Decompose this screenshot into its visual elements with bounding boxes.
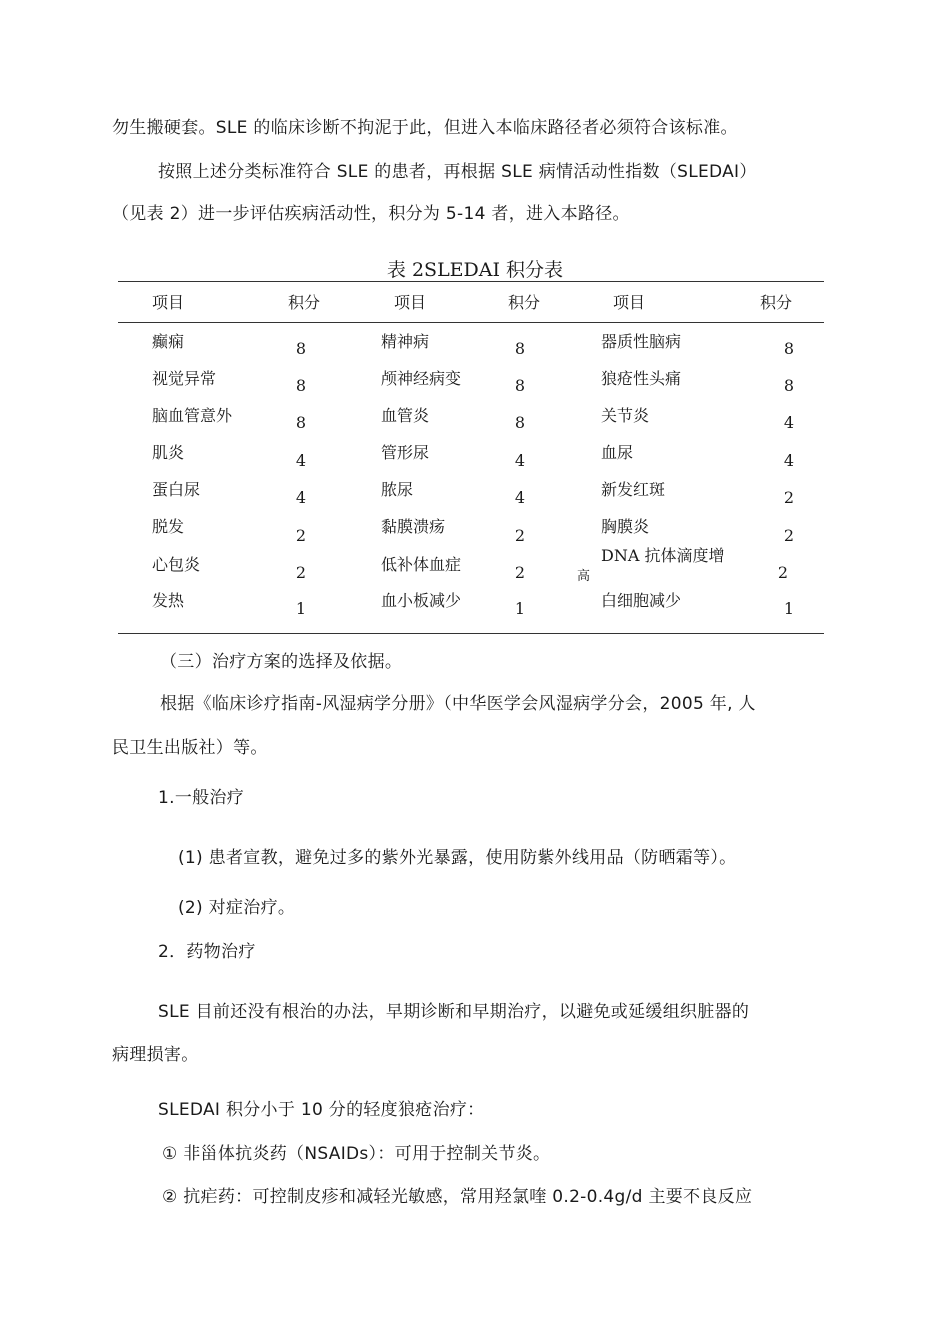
paragraph-line: SLEDAI 积分小于 10 分的轻度狼疮治疗：: [158, 1100, 485, 1120]
paragraph-line: （见表 2）进一步评估疾病活动性，积分为 5-14 者，进入本路径。: [112, 204, 630, 224]
table-cell: 低补体血症: [381, 555, 462, 574]
table-cell: 脱发: [152, 517, 185, 536]
table-cell: 肌炎: [152, 443, 185, 462]
table-cell: 2: [783, 488, 795, 507]
table-cell: 8: [514, 339, 526, 358]
paragraph-line: 民卫生出版社）等。: [112, 738, 268, 758]
paragraph-line: SLE 目前还没有根治的办法，早期诊断和早期治疗，以避免或延缓组织脏器的: [158, 1002, 750, 1022]
paragraph-line: 根据《临床诊疗指南-风湿病学分册》（中华医学会风湿病学分会，2005 年, 人: [160, 694, 756, 714]
table-cell: 脓尿: [381, 480, 414, 499]
list-item: ① 非甾体抗炎药（NSAIDs）：可用于控制关节炎。: [162, 1144, 551, 1164]
table-cell: 8: [514, 376, 526, 395]
table-cell: 8: [783, 376, 795, 395]
table-cell: 4: [783, 413, 795, 432]
table-cell: 血尿: [601, 443, 634, 462]
list-item: (1) 患者宣教，避免过多的紫外光暴露，使用防紫外线用品（防晒霜等）。: [178, 848, 737, 868]
table-header: 积分: [508, 293, 541, 312]
table-cell: 血管炎: [381, 406, 430, 425]
table-cell: 2: [295, 563, 307, 582]
table-cell: 新发红斑: [601, 480, 666, 499]
table-cell: 8: [514, 413, 526, 432]
table-cell: 2: [295, 526, 307, 545]
paragraph-line: 按照上述分类标准符合 SLE 的患者，再根据 SLE 病情活动性指数（SLEDAI）: [158, 162, 757, 182]
table-cell: 1: [514, 599, 526, 618]
table-cell: 4: [783, 451, 795, 470]
table-top-rule: [118, 281, 824, 282]
table-cell: 1: [783, 599, 795, 618]
table-cell-overflow: 高: [577, 569, 591, 584]
table-cell: 蛋白尿: [152, 480, 201, 499]
table-cell: 关节炎: [601, 406, 650, 425]
paragraph-line: 勿生搬硬套。SLE 的临床诊断不拘泥于此，但进入本临床路径者必须符合该标准。: [112, 118, 738, 138]
table-caption: 表 2SLEDAI 积分表: [386, 259, 564, 281]
table-cell: 狼疮性头痛: [601, 369, 682, 388]
table-cell: 2: [783, 526, 795, 545]
table-bottom-rule: [118, 633, 824, 634]
table-cell: 4: [514, 488, 526, 507]
table-cell: 器质性脑病: [601, 332, 682, 351]
table-cell: 黏膜溃疡: [381, 517, 446, 536]
table-cell: 发热: [152, 591, 185, 610]
table-header: 积分: [288, 293, 321, 312]
table-header: 项目: [613, 293, 646, 312]
table-cell: 2: [514, 563, 526, 582]
table-cell: 视觉异常: [152, 369, 217, 388]
table-cell: 2: [777, 563, 789, 582]
table-cell: 4: [295, 451, 307, 470]
table-header-rule: [118, 322, 824, 323]
table-header: 项目: [152, 293, 185, 312]
table-cell: 8: [295, 376, 307, 395]
table-cell: 精神病: [381, 332, 430, 351]
table-cell: 2: [514, 526, 526, 545]
table-cell: 血小板减少: [381, 591, 462, 610]
table-cell: 4: [295, 488, 307, 507]
list-item: ② 抗疟药：可控制皮疹和减轻光敏感，常用羟氯喹 0.2-0.4g/d 主要不良反应: [162, 1187, 753, 1207]
section-heading: （三）治疗方案的选择及依据。: [160, 652, 403, 672]
table-header: 项目: [394, 293, 427, 312]
table-cell: 1: [295, 599, 307, 618]
table-cell: 脑血管意外: [152, 406, 233, 425]
section-heading: 2．药物治疗: [158, 942, 256, 962]
table-cell: 管形尿: [381, 443, 430, 462]
table-cell: 心包炎: [152, 555, 201, 574]
table-cell: 颅神经病变: [381, 369, 462, 388]
table-cell: 8: [783, 339, 795, 358]
table-cell: 白细胞减少: [601, 591, 682, 610]
table-cell: 胸膜炎: [601, 517, 650, 536]
table-cell: 癫痫: [152, 332, 185, 351]
list-item: (2) 对症治疗。: [178, 898, 296, 918]
paragraph-line: 病理损害。: [112, 1045, 199, 1065]
table-cell: 8: [295, 413, 307, 432]
table-cell: 8: [295, 339, 307, 358]
table-header: 积分: [760, 293, 793, 312]
table-cell: 4: [514, 451, 526, 470]
section-heading: 1.一般治疗: [158, 788, 245, 808]
table-cell: DNA 抗体滴度增: [601, 546, 725, 565]
